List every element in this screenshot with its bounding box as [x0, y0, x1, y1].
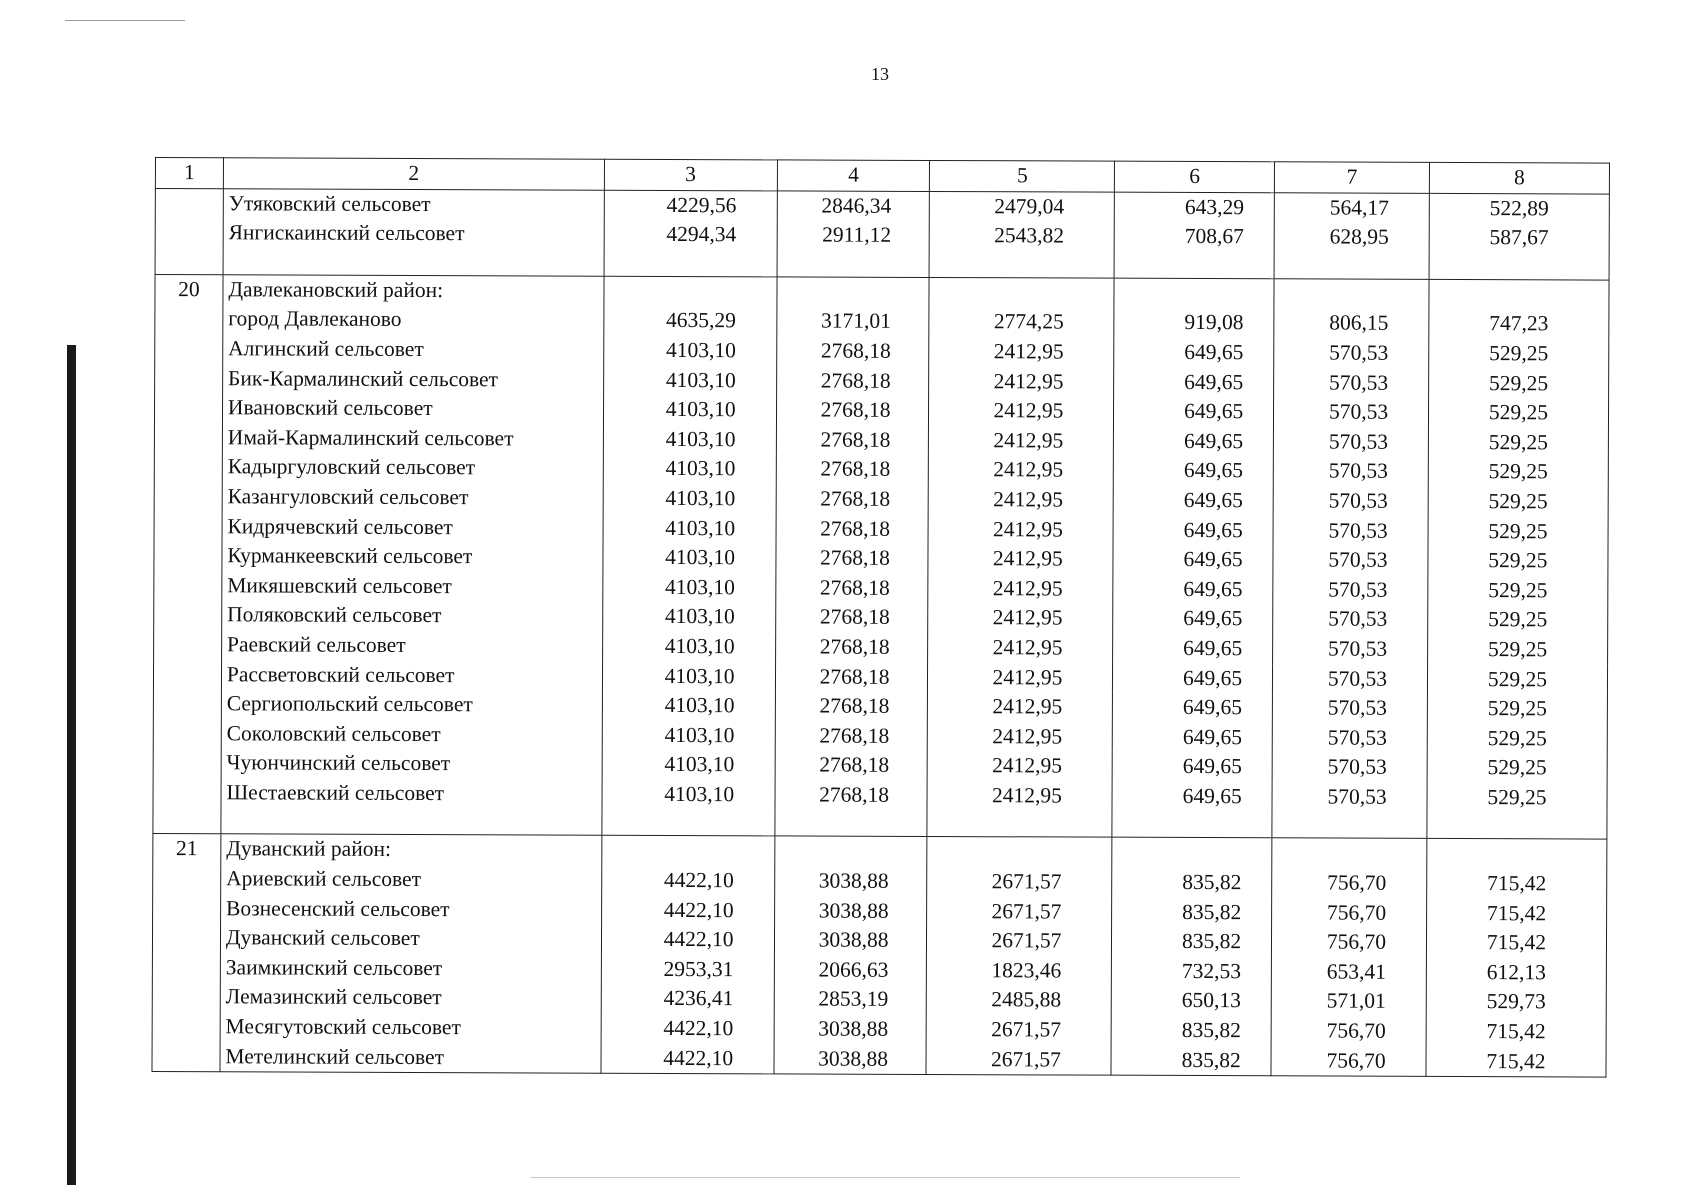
value-cell-col7: 756,70 [1272, 868, 1427, 898]
value-cell-col3: 4635,29 [604, 306, 777, 336]
value-cell-col7: 570,53 [1272, 753, 1427, 783]
value-cell-col8: 529,25 [1429, 339, 1609, 369]
empty-cell [927, 810, 1112, 837]
header-cell: 3 [604, 159, 777, 190]
value-cell-col3: 4103,10 [603, 424, 776, 454]
empty-cell [223, 248, 604, 276]
value-cell-col4: 2768,18 [776, 484, 929, 514]
scan-artifact-left-bar [67, 345, 76, 1185]
empty-cell [155, 248, 223, 275]
value-cell-col8: 529,25 [1428, 605, 1608, 635]
value-cell-col4: 2768,18 [775, 573, 928, 603]
value-cell-col3: 4294,34 [604, 220, 777, 250]
value-cell-col3: 4103,10 [603, 484, 776, 514]
value-cell-col5: 2671,57 [927, 1015, 1112, 1045]
value-cell-col3: 4422,10 [601, 895, 774, 925]
value-cell-col4: 2768,18 [776, 336, 929, 366]
value-cell-col4: 2768,18 [775, 603, 928, 633]
value-cell-col4: 2911,12 [777, 221, 930, 251]
value-cell-col4: 3171,01 [776, 307, 929, 337]
scan-artifact-bottom-line [530, 1177, 1240, 1178]
row-name: Соколовский сельсовет [221, 719, 602, 750]
section-title: Дуванский район: [221, 834, 602, 866]
row-name: Раевский сельсовет [221, 630, 602, 661]
row-name: Кадыргуловский сельсовет [222, 453, 603, 484]
empty-cell [155, 218, 223, 248]
value-cell-col5: 2412,95 [929, 426, 1114, 456]
empty-cell [152, 1012, 220, 1042]
empty-cell [152, 923, 220, 953]
section-index: 20 [155, 274, 223, 304]
table-row [153, 778, 1607, 813]
value-cell-col6: 732,53 [1112, 957, 1272, 987]
row-name: Месягутовский сельсовет [220, 1012, 601, 1043]
value-cell-col3: 4103,10 [602, 632, 775, 662]
value-cell-col5: 2671,57 [927, 867, 1112, 897]
row-name: Шестаевский сельсовет [221, 778, 602, 809]
empty-cell [929, 277, 1114, 308]
value-cell-col4: 2768,18 [776, 514, 929, 544]
empty-cell [152, 982, 220, 1012]
empty-cell [154, 482, 222, 512]
empty-cell [1114, 251, 1274, 278]
value-cell-col8: 529,73 [1426, 987, 1606, 1017]
table-section [155, 188, 1609, 280]
row-name: Лемазинский сельсовет [220, 983, 601, 1014]
empty-cell [774, 810, 927, 837]
empty-cell [927, 837, 1112, 868]
empty-cell [153, 778, 221, 808]
table-section [152, 834, 1607, 1077]
value-cell-col5: 2412,95 [927, 781, 1112, 811]
value-cell-col7: 570,53 [1273, 693, 1428, 723]
value-cell-col5: 1823,46 [927, 956, 1112, 986]
value-cell-col8: 522,89 [1429, 193, 1609, 224]
header-cell: 6 [1115, 161, 1275, 192]
row-name: Микяшевский сельсовет [222, 571, 603, 602]
value-cell-col3: 4103,10 [603, 336, 776, 366]
row-name: Курманкеевский сельсовет [222, 541, 603, 572]
page-number: 13 [871, 64, 889, 84]
value-cell-col5: 2412,95 [928, 751, 1113, 781]
value-cell-col6: 649,65 [1113, 693, 1273, 723]
empty-cell [155, 304, 223, 334]
value-cell-col6: 649,65 [1112, 752, 1272, 782]
row-name: Метелинский сельсовет [220, 1042, 601, 1074]
value-cell-col7: 570,53 [1273, 634, 1428, 664]
empty-cell [1112, 811, 1272, 838]
value-cell-col8: 529,25 [1428, 428, 1608, 458]
value-cell-col8: 529,25 [1428, 546, 1608, 576]
value-cell-col4: 2768,18 [775, 544, 928, 574]
empty-cell [154, 423, 222, 453]
value-cell-col6: 649,65 [1113, 486, 1273, 516]
value-cell-col7: 570,53 [1272, 723, 1427, 753]
value-cell-col8: 715,42 [1427, 899, 1607, 929]
value-cell-col8: 529,25 [1428, 576, 1608, 606]
value-cell-col8: 529,25 [1428, 457, 1608, 487]
value-cell-col4: 2768,18 [775, 662, 928, 692]
value-cell-col8: 529,25 [1428, 635, 1608, 665]
value-cell-col4: 2768,18 [776, 455, 929, 485]
value-cell-col6: 649,65 [1114, 367, 1274, 397]
section-index [155, 188, 223, 218]
value-cell-col5: 2412,95 [929, 515, 1114, 545]
header-cell: 5 [930, 160, 1115, 191]
value-cell-col3: 4103,10 [603, 365, 776, 395]
empty-cell [153, 894, 221, 924]
value-cell-col4: 3038,88 [774, 926, 927, 956]
value-cell-col8: 529,25 [1429, 368, 1609, 398]
value-cell-col4: 2768,18 [775, 691, 928, 721]
value-cell-col6: 650,13 [1112, 986, 1272, 1016]
value-cell-col4: 3038,88 [774, 1044, 927, 1075]
value-cell-col4: 2768,18 [776, 425, 929, 455]
value-cell-col6: 649,65 [1112, 782, 1272, 812]
value-cell-col7: 756,70 [1271, 1046, 1426, 1077]
value-cell-col3: 4103,10 [602, 750, 775, 780]
value-cell-col6: 649,65 [1113, 604, 1273, 634]
value-cell-col7: 570,53 [1273, 486, 1428, 516]
empty-cell [152, 1042, 220, 1072]
value-cell-col6: 649,65 [1114, 338, 1274, 368]
value-cell-col7: 570,53 [1273, 605, 1428, 635]
empty-cell [153, 807, 221, 834]
value-cell-col4: 2768,18 [775, 721, 928, 751]
value-cell-col4: 2768,18 [775, 780, 928, 810]
value-cell-col4: 2846,34 [777, 190, 930, 221]
empty-cell [154, 600, 222, 630]
value-cell-col8: 529,25 [1428, 516, 1608, 546]
value-cell-col8: 715,42 [1426, 1047, 1606, 1078]
value-cell-col6: 649,65 [1114, 397, 1274, 427]
value-cell-col3: 4103,10 [603, 454, 776, 484]
empty-cell [152, 953, 220, 983]
value-cell-col6: 649,65 [1113, 663, 1273, 693]
section-title: Давлекановский район: [223, 275, 604, 307]
value-cell-col4: 2768,18 [776, 366, 929, 396]
value-cell-col7: 570,53 [1273, 664, 1428, 694]
value-cell-col3: 4103,10 [602, 602, 775, 632]
value-cell-col8: 612,13 [1426, 958, 1606, 988]
value-cell-col6: 835,82 [1112, 868, 1272, 898]
value-cell-col8: 529,25 [1427, 694, 1607, 724]
value-cell-col8: 747,23 [1429, 309, 1609, 339]
value-cell-col3: 4422,10 [601, 1014, 774, 1044]
empty-cell [602, 836, 775, 867]
empty-cell [153, 719, 221, 749]
empty-cell [221, 808, 602, 836]
value-cell-col5: 2485,88 [927, 985, 1112, 1015]
value-cell-col6: 649,65 [1114, 426, 1274, 456]
header-cell: 7 [1275, 162, 1430, 193]
empty-cell [1274, 279, 1429, 310]
row-name: Казангуловский сельсовет [222, 482, 603, 513]
empty-cell [1114, 278, 1274, 309]
value-cell-col5: 2412,95 [929, 455, 1114, 485]
value-cell-col3: 4103,10 [603, 395, 776, 425]
empty-cell [1427, 839, 1607, 870]
header-cell: 8 [1429, 162, 1609, 193]
value-cell-col8: 529,25 [1427, 724, 1607, 754]
value-cell-col3: 4229,56 [604, 190, 777, 221]
empty-cell [604, 250, 777, 277]
value-cell-col6: 649,65 [1113, 515, 1273, 545]
value-cell-col5: 2412,95 [928, 692, 1113, 722]
scan-artifact-top-line [65, 20, 185, 21]
row-name: Бик-Кармалинский сельсовет [222, 364, 603, 395]
value-cell-col5: 2412,95 [928, 722, 1113, 752]
value-cell-col8: 529,25 [1427, 753, 1607, 783]
value-cell-col3: 2953,31 [601, 955, 774, 985]
value-cell-col6: 649,65 [1113, 634, 1273, 664]
empty-cell [777, 250, 930, 277]
empty-cell [154, 512, 222, 542]
value-cell-col5: 2543,82 [930, 221, 1115, 251]
value-cell-col8: 529,25 [1427, 783, 1607, 813]
empty-cell [155, 334, 223, 364]
row-name: город Давлеканово [223, 305, 604, 336]
value-cell-col8: 715,42 [1427, 869, 1607, 899]
row-name: Вознесенский сельсовет [220, 894, 601, 925]
value-cell-col6: 649,65 [1114, 456, 1274, 486]
value-cell-col5: 2412,95 [929, 337, 1114, 367]
empty-cell [155, 364, 223, 394]
empty-cell [1429, 253, 1609, 280]
value-cell-col4: 2853,19 [774, 985, 927, 1015]
value-cell-col7: 570,53 [1274, 397, 1429, 427]
empty-cell [930, 251, 1115, 278]
row-name: Утяковский сельсовет [223, 188, 604, 220]
header-cell: 4 [777, 160, 930, 191]
value-cell-col5: 2671,57 [927, 926, 1112, 956]
value-cell-col6: 835,82 [1111, 1016, 1271, 1046]
value-cell-col7: 756,70 [1272, 898, 1427, 928]
value-cell-col7: 570,53 [1274, 338, 1429, 368]
value-cell-col7: 564,17 [1274, 192, 1429, 223]
value-cell-col5: 2412,95 [928, 662, 1113, 692]
value-cell-col3: 4103,10 [602, 780, 775, 810]
empty-cell [1112, 838, 1272, 869]
data-table [151, 157, 1610, 1078]
value-cell-col6: 649,65 [1113, 722, 1273, 752]
value-cell-col7: 628,95 [1274, 222, 1429, 252]
empty-cell [1274, 252, 1429, 279]
row-name: Ариевский сельсовет [221, 864, 602, 895]
value-cell-col4: 3038,88 [774, 896, 927, 926]
empty-cell [153, 659, 221, 689]
empty-cell [777, 277, 930, 308]
header-cell: 2 [223, 158, 604, 190]
value-cell-col7: 756,70 [1271, 1016, 1426, 1046]
value-cell-col5: 2479,04 [930, 191, 1115, 222]
row-name: Ивановский сельсовет [222, 393, 603, 424]
empty-cell [154, 452, 222, 482]
value-cell-col5: 2412,95 [929, 367, 1114, 397]
row-name: Алгинский сельсовет [223, 334, 604, 365]
table-row [152, 1042, 1606, 1078]
empty-cell [154, 571, 222, 601]
value-cell-col8: 715,42 [1426, 928, 1606, 958]
value-cell-col6: 643,29 [1115, 192, 1275, 223]
value-cell-col6: 708,67 [1114, 222, 1274, 252]
value-cell-col7: 806,15 [1274, 309, 1429, 339]
value-cell-col6: 835,82 [1112, 927, 1272, 957]
value-cell-col4: 3038,88 [774, 1014, 927, 1044]
value-cell-col3: 4236,41 [601, 984, 774, 1014]
table-row [154, 630, 1608, 665]
value-cell-col7: 570,53 [1273, 545, 1428, 575]
value-cell-col4: 2066,63 [774, 955, 927, 985]
header-cell: 1 [155, 158, 223, 189]
row-name: Янгискаинский сельсовет [223, 218, 604, 249]
value-cell-col3: 4103,10 [603, 572, 776, 602]
value-cell-col7: 570,53 [1272, 782, 1427, 812]
row-name: Рассветовский сельсовет [221, 660, 602, 691]
value-cell-col4: 2768,18 [776, 396, 929, 426]
table-section [153, 274, 1609, 839]
value-cell-col5: 2412,95 [928, 544, 1113, 574]
value-cell-col7: 570,53 [1274, 368, 1429, 398]
row-name: Сергиопольский сельсовет [221, 689, 602, 720]
empty-cell [153, 748, 221, 778]
empty-cell [1429, 279, 1609, 310]
value-cell-col3: 4422,10 [601, 866, 774, 896]
row-name: Дуванский сельсовет [220, 924, 601, 955]
value-cell-col7: 570,53 [1273, 516, 1428, 546]
value-cell-col8: 529,25 [1428, 487, 1608, 517]
value-cell-col5: 2412,95 [929, 396, 1114, 426]
value-cell-col7: 570,53 [1273, 575, 1428, 605]
value-cell-col6: 835,82 [1112, 897, 1272, 927]
empty-cell [1272, 838, 1427, 869]
value-cell-col8: 715,42 [1426, 1017, 1606, 1047]
empty-cell [1272, 812, 1427, 839]
empty-cell [602, 809, 775, 836]
value-cell-col5: 2671,57 [927, 897, 1112, 927]
value-cell-col3: 4103,10 [602, 661, 775, 691]
value-cell-col4: 3038,88 [774, 866, 927, 896]
row-name: Чуюнчинский сельсовет [221, 749, 602, 780]
value-cell-col5: 2412,95 [928, 574, 1113, 604]
row-name: Заимкинский сельсовет [220, 953, 601, 984]
value-cell-col4: 2768,18 [775, 632, 928, 662]
value-cell-col5: 2412,95 [929, 485, 1114, 515]
value-cell-col6: 649,65 [1113, 545, 1273, 575]
value-cell-col5: 2774,25 [929, 307, 1114, 337]
empty-cell [774, 836, 927, 867]
row-name: Имай-Кармалинский сельсовет [222, 423, 603, 454]
empty-cell [154, 630, 222, 660]
value-cell-col5: 2671,57 [926, 1045, 1111, 1076]
value-cell-col7: 653,41 [1272, 957, 1427, 987]
section-index: 21 [153, 834, 221, 864]
value-cell-col8: 529,25 [1428, 664, 1608, 694]
value-cell-col6: 919,08 [1114, 308, 1274, 338]
empty-cell [153, 864, 221, 894]
value-cell-col6: 835,82 [1111, 1045, 1271, 1076]
value-cell-col5: 2412,95 [928, 633, 1113, 663]
value-cell-col8: 587,67 [1429, 223, 1609, 253]
value-cell-col3: 4103,10 [603, 513, 776, 543]
value-cell-col7: 756,70 [1272, 928, 1427, 958]
empty-cell [604, 276, 777, 307]
row-name: Кидрячевский сельсовет [222, 512, 603, 543]
value-cell-col7: 570,53 [1274, 427, 1429, 457]
table-row [155, 218, 1609, 253]
value-cell-col6: 649,65 [1113, 574, 1273, 604]
value-cell-col3: 4422,10 [601, 925, 774, 955]
empty-cell [153, 689, 221, 719]
value-cell-col8: 529,25 [1429, 398, 1609, 428]
value-cell-col3: 4422,10 [601, 1043, 774, 1074]
value-cell-col4: 2768,18 [775, 751, 928, 781]
row-name: Поляковский сельсовет [222, 601, 603, 632]
value-cell-col7: 570,53 [1273, 457, 1428, 487]
value-cell-col5: 2412,95 [928, 603, 1113, 633]
empty-cell [154, 393, 222, 423]
value-cell-col3: 4103,10 [602, 691, 775, 721]
empty-cell [154, 541, 222, 571]
value-cell-col3: 4103,10 [603, 543, 776, 573]
value-cell-col3: 4103,10 [602, 720, 775, 750]
empty-cell [1427, 812, 1607, 839]
value-cell-col7: 571,01 [1271, 987, 1426, 1017]
